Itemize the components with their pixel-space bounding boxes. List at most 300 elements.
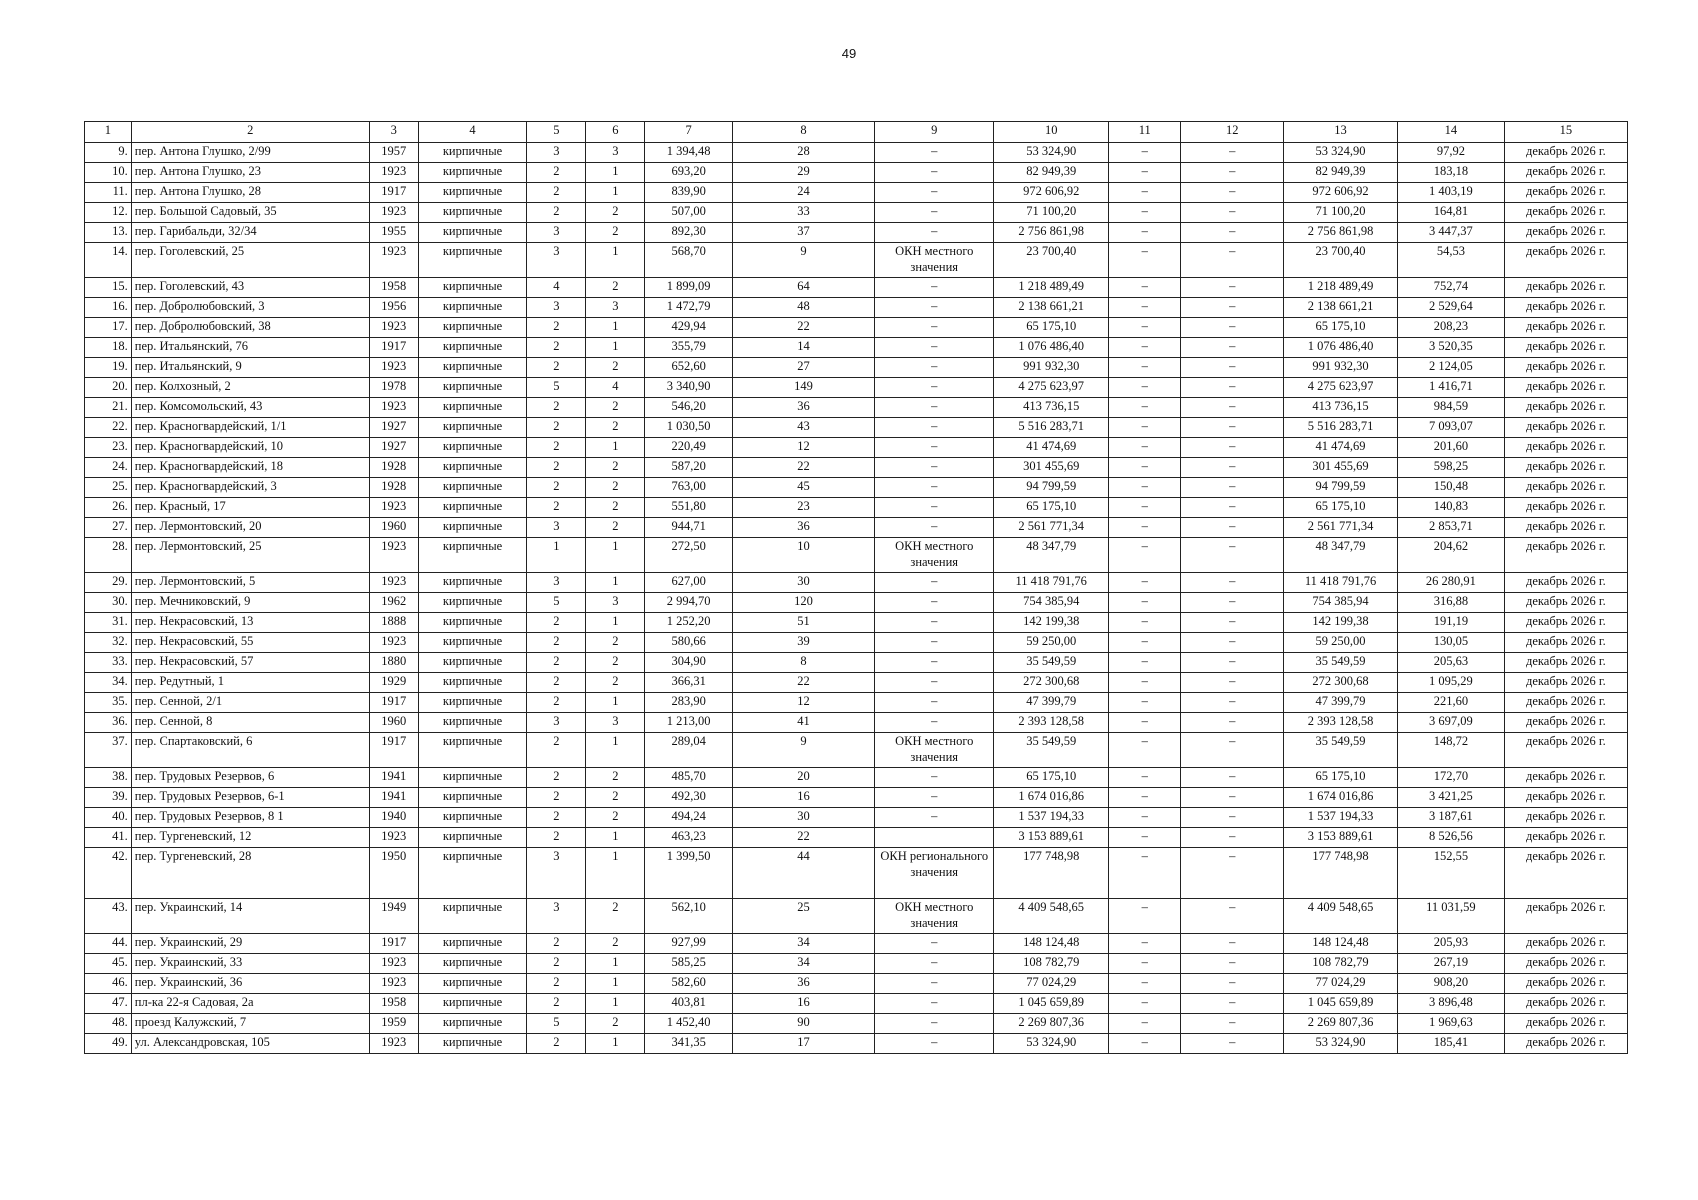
floors-cell: 2 xyxy=(527,733,586,768)
row-number-cell: 12. xyxy=(85,203,132,223)
year-built-cell: 1917 xyxy=(369,733,418,768)
floors-cell: 5 xyxy=(527,593,586,613)
address-cell: пер. Лермонтовский, 20 xyxy=(131,518,369,538)
floors-cell: 2 xyxy=(527,1034,586,1054)
heritage-status-cell: – xyxy=(875,613,994,633)
address-cell: пл-ка 22-я Садовая, 2а xyxy=(131,994,369,1014)
residents-cell: 27 xyxy=(732,358,874,378)
heritage-status-cell: – xyxy=(875,653,994,673)
entrances-cell: 2 xyxy=(586,358,645,378)
cost-col-13-cell: 1 045 659,89 xyxy=(1284,994,1398,1014)
deadline-cell: декабрь 2026 г. xyxy=(1504,613,1627,633)
address-cell: пер. Антона Глушко, 28 xyxy=(131,183,369,203)
deadline-cell: декабрь 2026 г. xyxy=(1504,1014,1627,1034)
entrances-cell: 1 xyxy=(586,974,645,994)
area-cell: 892,30 xyxy=(645,223,732,243)
total-cost-cell: 3 153 889,61 xyxy=(994,828,1109,848)
total-cost-cell: 972 606,92 xyxy=(994,183,1109,203)
entrances-cell: 1 xyxy=(586,538,645,573)
total-cost-cell: 4 275 623,97 xyxy=(994,378,1109,398)
residents-cell: 24 xyxy=(732,183,874,203)
year-built-cell: 1959 xyxy=(369,1014,418,1034)
cost-per-sqm-cell: 3 421,25 xyxy=(1398,788,1505,808)
area-cell: 582,60 xyxy=(645,974,732,994)
area-cell: 1 472,79 xyxy=(645,298,732,318)
residents-cell: 29 xyxy=(732,163,874,183)
entrances-cell: 2 xyxy=(586,278,645,298)
entrances-cell: 1 xyxy=(586,954,645,974)
row-number-cell: 24. xyxy=(85,458,132,478)
year-built-cell: 1950 xyxy=(369,848,418,899)
wall-material-cell: кирпичные xyxy=(418,163,527,183)
address-cell: пер. Лермонтовский, 25 xyxy=(131,538,369,573)
address-cell: пер. Большой Садовый, 35 xyxy=(131,203,369,223)
row-number-cell: 45. xyxy=(85,954,132,974)
entrances-cell: 2 xyxy=(586,203,645,223)
cost-col-12-cell: – xyxy=(1181,828,1284,848)
column-header-12: 12 xyxy=(1181,122,1284,143)
row-number-cell: 39. xyxy=(85,788,132,808)
wall-material-cell: кирпичные xyxy=(418,1034,527,1054)
cost-col-11-cell: – xyxy=(1109,828,1181,848)
deadline-cell: декабрь 2026 г. xyxy=(1504,358,1627,378)
cost-col-11-cell: – xyxy=(1109,203,1181,223)
entrances-cell: 2 xyxy=(586,788,645,808)
cost-col-12-cell: – xyxy=(1181,573,1284,593)
cost-col-12-cell: – xyxy=(1181,298,1284,318)
table-row xyxy=(85,498,1628,518)
cost-col-12-cell: – xyxy=(1181,458,1284,478)
year-built-cell: 1962 xyxy=(369,593,418,613)
total-cost-cell: 47 399,79 xyxy=(994,693,1109,713)
entrances-cell: 2 xyxy=(586,458,645,478)
year-built-cell: 1923 xyxy=(369,1034,418,1054)
residents-cell: 14 xyxy=(732,338,874,358)
total-cost-cell: 754 385,94 xyxy=(994,593,1109,613)
area-cell: 507,00 xyxy=(645,203,732,223)
cost-col-11-cell: – xyxy=(1109,498,1181,518)
floors-cell: 2 xyxy=(527,653,586,673)
total-cost-cell: 65 175,10 xyxy=(994,768,1109,788)
table-row xyxy=(85,653,1628,673)
wall-material-cell: кирпичные xyxy=(418,398,527,418)
address-cell: ул. Александровская, 105 xyxy=(131,1034,369,1054)
deadline-cell: декабрь 2026 г. xyxy=(1504,518,1627,538)
table-row xyxy=(85,899,1628,934)
address-cell: пер. Некрасовский, 57 xyxy=(131,653,369,673)
entrances-cell: 2 xyxy=(586,653,645,673)
cost-per-sqm-cell: 183,18 xyxy=(1398,163,1505,183)
address-cell: пер. Украинский, 29 xyxy=(131,934,369,954)
cost-per-sqm-cell: 1 416,71 xyxy=(1398,378,1505,398)
year-built-cell: 1923 xyxy=(369,163,418,183)
cost-col-13-cell: 53 324,90 xyxy=(1284,143,1398,163)
address-cell: пер. Комсомольский, 43 xyxy=(131,398,369,418)
cost-col-13-cell: 59 250,00 xyxy=(1284,633,1398,653)
column-header-4: 4 xyxy=(418,122,527,143)
table-row xyxy=(85,398,1628,418)
cost-col-12-cell: – xyxy=(1181,418,1284,438)
cost-col-12-cell: – xyxy=(1181,768,1284,788)
floors-cell: 2 xyxy=(527,808,586,828)
cost-col-12-cell: – xyxy=(1181,788,1284,808)
cost-col-12-cell: – xyxy=(1181,1034,1284,1054)
entrances-cell: 2 xyxy=(586,1014,645,1034)
cost-col-11-cell: – xyxy=(1109,848,1181,899)
area-cell: 3 340,90 xyxy=(645,378,732,398)
wall-material-cell: кирпичные xyxy=(418,298,527,318)
row-number-cell: 40. xyxy=(85,808,132,828)
residents-cell: 36 xyxy=(732,398,874,418)
cost-col-13-cell: 1 076 486,40 xyxy=(1284,338,1398,358)
residents-cell: 22 xyxy=(732,673,874,693)
cost-col-11-cell: – xyxy=(1109,1034,1181,1054)
cost-col-11-cell: – xyxy=(1109,338,1181,358)
heritage-status-cell: – xyxy=(875,974,994,994)
area-cell: 1 213,00 xyxy=(645,713,732,733)
year-built-cell: 1928 xyxy=(369,478,418,498)
row-number-cell: 32. xyxy=(85,633,132,653)
area-cell: 551,80 xyxy=(645,498,732,518)
table-row xyxy=(85,143,1628,163)
table-row xyxy=(85,318,1628,338)
row-number-cell: 14. xyxy=(85,243,132,278)
cost-per-sqm-cell: 185,41 xyxy=(1398,1034,1505,1054)
deadline-cell: декабрь 2026 г. xyxy=(1504,653,1627,673)
cost-col-13-cell: 272 300,68 xyxy=(1284,673,1398,693)
cost-col-12-cell: – xyxy=(1181,899,1284,934)
address-cell: пер. Красногвардейский, 10 xyxy=(131,438,369,458)
cost-col-11-cell: – xyxy=(1109,713,1181,733)
floors-cell: 2 xyxy=(527,613,586,633)
table-row xyxy=(85,1034,1628,1054)
residents-cell: 37 xyxy=(732,223,874,243)
entrances-cell: 1 xyxy=(586,693,645,713)
cost-col-13-cell: 11 418 791,76 xyxy=(1284,573,1398,593)
deadline-cell: декабрь 2026 г. xyxy=(1504,278,1627,298)
year-built-cell: 1923 xyxy=(369,573,418,593)
address-cell: пер. Редутный, 1 xyxy=(131,673,369,693)
row-number-cell: 10. xyxy=(85,163,132,183)
address-cell: пер. Красногвардейский, 1/1 xyxy=(131,418,369,438)
total-cost-cell: 71 100,20 xyxy=(994,203,1109,223)
cost-col-11-cell: – xyxy=(1109,398,1181,418)
residents-cell: 120 xyxy=(732,593,874,613)
wall-material-cell: кирпичные xyxy=(418,974,527,994)
cost-col-11-cell: – xyxy=(1109,538,1181,573)
wall-material-cell: кирпичные xyxy=(418,633,527,653)
year-built-cell: 1958 xyxy=(369,994,418,1014)
wall-material-cell: кирпичные xyxy=(418,693,527,713)
heritage-status-cell: – xyxy=(875,378,994,398)
cost-col-13-cell: 65 175,10 xyxy=(1284,768,1398,788)
cost-col-13-cell: 972 606,92 xyxy=(1284,183,1398,203)
total-cost-cell: 77 024,29 xyxy=(994,974,1109,994)
residents-cell: 9 xyxy=(732,733,874,768)
wall-material-cell: кирпичные xyxy=(418,243,527,278)
entrances-cell: 4 xyxy=(586,378,645,398)
cost-col-13-cell: 108 782,79 xyxy=(1284,954,1398,974)
cost-per-sqm-cell: 267,19 xyxy=(1398,954,1505,974)
area-cell: 366,31 xyxy=(645,673,732,693)
cost-col-13-cell: 35 549,59 xyxy=(1284,733,1398,768)
row-number-cell: 13. xyxy=(85,223,132,243)
cost-col-11-cell: – xyxy=(1109,183,1181,203)
row-number-cell: 9. xyxy=(85,143,132,163)
cost-per-sqm-cell: 201,60 xyxy=(1398,438,1505,458)
year-built-cell: 1917 xyxy=(369,693,418,713)
entrances-cell: 1 xyxy=(586,1034,645,1054)
heritage-status-cell: – xyxy=(875,183,994,203)
wall-material-cell: кирпичные xyxy=(418,338,527,358)
residents-cell: 12 xyxy=(732,438,874,458)
deadline-cell: декабрь 2026 г. xyxy=(1504,994,1627,1014)
entrances-cell: 1 xyxy=(586,183,645,203)
cost-col-13-cell: 148 124,48 xyxy=(1284,934,1398,954)
page-number: 49 xyxy=(841,46,857,61)
cost-per-sqm-cell: 3 447,37 xyxy=(1398,223,1505,243)
area-cell: 763,00 xyxy=(645,478,732,498)
heritage-status-cell: – xyxy=(875,278,994,298)
year-built-cell: 1960 xyxy=(369,518,418,538)
table-row xyxy=(85,848,1628,899)
cost-per-sqm-cell: 8 526,56 xyxy=(1398,828,1505,848)
heritage-status-cell: – xyxy=(875,163,994,183)
residents-cell: 44 xyxy=(732,848,874,899)
year-built-cell: 1960 xyxy=(369,713,418,733)
cost-per-sqm-cell: 54,53 xyxy=(1398,243,1505,278)
total-cost-cell: 1 218 489,49 xyxy=(994,278,1109,298)
cost-col-13-cell: 48 347,79 xyxy=(1284,538,1398,573)
deadline-cell: декабрь 2026 г. xyxy=(1504,733,1627,768)
entrances-cell: 2 xyxy=(586,899,645,934)
total-cost-cell: 148 124,48 xyxy=(994,934,1109,954)
floors-cell: 3 xyxy=(527,298,586,318)
total-cost-cell: 94 799,59 xyxy=(994,478,1109,498)
cost-per-sqm-cell: 130,05 xyxy=(1398,633,1505,653)
area-cell: 485,70 xyxy=(645,768,732,788)
residents-cell: 33 xyxy=(732,203,874,223)
total-cost-cell: 4 409 548,65 xyxy=(994,899,1109,934)
floors-cell: 2 xyxy=(527,673,586,693)
cost-per-sqm-cell: 205,63 xyxy=(1398,653,1505,673)
area-cell: 2 994,70 xyxy=(645,593,732,613)
cost-per-sqm-cell: 984,59 xyxy=(1398,398,1505,418)
heritage-status-cell: ОКН местного значения xyxy=(875,243,994,278)
row-number-cell: 19. xyxy=(85,358,132,378)
row-number-cell: 36. xyxy=(85,713,132,733)
address-cell: пер. Добролюбовский, 3 xyxy=(131,298,369,318)
cost-col-11-cell: – xyxy=(1109,573,1181,593)
table-row xyxy=(85,203,1628,223)
total-cost-cell: 142 199,38 xyxy=(994,613,1109,633)
entrances-cell: 1 xyxy=(586,163,645,183)
cost-col-12-cell: – xyxy=(1181,203,1284,223)
year-built-cell: 1957 xyxy=(369,143,418,163)
deadline-cell: декабрь 2026 г. xyxy=(1504,378,1627,398)
wall-material-cell: кирпичные xyxy=(418,848,527,899)
year-built-cell: 1956 xyxy=(369,298,418,318)
area-cell: 546,20 xyxy=(645,398,732,418)
cost-col-13-cell: 2 138 661,21 xyxy=(1284,298,1398,318)
deadline-cell: декабрь 2026 г. xyxy=(1504,223,1627,243)
year-built-cell: 1923 xyxy=(369,358,418,378)
table-row xyxy=(85,828,1628,848)
entrances-cell: 1 xyxy=(586,573,645,593)
cost-col-12-cell: – xyxy=(1181,478,1284,498)
table-row xyxy=(85,338,1628,358)
cost-col-12-cell: – xyxy=(1181,338,1284,358)
cost-col-13-cell: 41 474,69 xyxy=(1284,438,1398,458)
year-built-cell: 1928 xyxy=(369,458,418,478)
entrances-cell: 1 xyxy=(586,994,645,1014)
entrances-cell: 1 xyxy=(586,828,645,848)
heritage-status-cell: – xyxy=(875,713,994,733)
floors-cell: 5 xyxy=(527,1014,586,1034)
address-cell: пер. Лермонтовский, 5 xyxy=(131,573,369,593)
cost-per-sqm-cell: 3 520,35 xyxy=(1398,338,1505,358)
year-built-cell: 1941 xyxy=(369,768,418,788)
floors-cell: 2 xyxy=(527,994,586,1014)
cost-col-12-cell: – xyxy=(1181,538,1284,573)
entrances-cell: 2 xyxy=(586,398,645,418)
residents-cell: 12 xyxy=(732,693,874,713)
address-cell: пер. Спартаковский, 6 xyxy=(131,733,369,768)
table-row xyxy=(85,974,1628,994)
year-built-cell: 1917 xyxy=(369,934,418,954)
deadline-cell: декабрь 2026 г. xyxy=(1504,298,1627,318)
row-number-cell: 46. xyxy=(85,974,132,994)
heritage-status-cell: – xyxy=(875,1034,994,1054)
table-row xyxy=(85,1014,1628,1034)
residents-cell: 39 xyxy=(732,633,874,653)
entrances-cell: 1 xyxy=(586,613,645,633)
cost-per-sqm-cell: 152,55 xyxy=(1398,848,1505,899)
table-row xyxy=(85,693,1628,713)
row-number-cell: 44. xyxy=(85,934,132,954)
residents-cell: 23 xyxy=(732,498,874,518)
deadline-cell: декабрь 2026 г. xyxy=(1504,398,1627,418)
row-number-cell: 11. xyxy=(85,183,132,203)
cost-per-sqm-cell: 1 095,29 xyxy=(1398,673,1505,693)
address-cell: пер. Сенной, 2/1 xyxy=(131,693,369,713)
cost-col-11-cell: – xyxy=(1109,768,1181,788)
cost-col-11-cell: – xyxy=(1109,974,1181,994)
area-cell: 283,90 xyxy=(645,693,732,713)
cost-col-12-cell: – xyxy=(1181,593,1284,613)
total-cost-cell: 2 138 661,21 xyxy=(994,298,1109,318)
column-header-10: 10 xyxy=(994,122,1109,143)
total-cost-cell: 65 175,10 xyxy=(994,498,1109,518)
table-row xyxy=(85,378,1628,398)
cost-col-11-cell: – xyxy=(1109,593,1181,613)
cost-col-13-cell: 2 269 807,36 xyxy=(1284,1014,1398,1034)
address-cell: пер. Украинский, 14 xyxy=(131,899,369,934)
residents-cell: 22 xyxy=(732,318,874,338)
cost-col-11-cell: – xyxy=(1109,278,1181,298)
total-cost-cell: 48 347,79 xyxy=(994,538,1109,573)
residents-cell: 41 xyxy=(732,713,874,733)
deadline-cell: декабрь 2026 г. xyxy=(1504,438,1627,458)
entrances-cell: 3 xyxy=(586,143,645,163)
floors-cell: 2 xyxy=(527,788,586,808)
cost-col-13-cell: 35 549,59 xyxy=(1284,653,1398,673)
table-row xyxy=(85,593,1628,613)
cost-col-13-cell: 177 748,98 xyxy=(1284,848,1398,899)
table-row xyxy=(85,934,1628,954)
entrances-cell: 1 xyxy=(586,318,645,338)
year-built-cell: 1955 xyxy=(369,223,418,243)
area-cell: 1 452,40 xyxy=(645,1014,732,1034)
area-cell: 580,66 xyxy=(645,633,732,653)
deadline-cell: декабрь 2026 г. xyxy=(1504,338,1627,358)
wall-material-cell: кирпичные xyxy=(418,954,527,974)
table-row xyxy=(85,518,1628,538)
floors-cell: 3 xyxy=(527,573,586,593)
wall-material-cell: кирпичные xyxy=(418,899,527,934)
entrances-cell: 1 xyxy=(586,733,645,768)
row-number-cell: 29. xyxy=(85,573,132,593)
area-cell: 341,35 xyxy=(645,1034,732,1054)
row-number-cell: 31. xyxy=(85,613,132,633)
cost-per-sqm-cell: 2 853,71 xyxy=(1398,518,1505,538)
residents-cell: 8 xyxy=(732,653,874,673)
column-header-5: 5 xyxy=(527,122,586,143)
floors-cell: 2 xyxy=(527,934,586,954)
total-cost-cell: 11 418 791,76 xyxy=(994,573,1109,593)
wall-material-cell: кирпичные xyxy=(418,994,527,1014)
entrances-cell: 2 xyxy=(586,633,645,653)
residents-cell: 36 xyxy=(732,518,874,538)
row-number-cell: 35. xyxy=(85,693,132,713)
deadline-cell: декабрь 2026 г. xyxy=(1504,203,1627,223)
column-header-3: 3 xyxy=(369,122,418,143)
residents-cell: 43 xyxy=(732,418,874,438)
cost-col-11-cell: – xyxy=(1109,1014,1181,1034)
total-cost-cell: 1 076 486,40 xyxy=(994,338,1109,358)
cost-per-sqm-cell: 3 697,09 xyxy=(1398,713,1505,733)
cost-col-13-cell: 413 736,15 xyxy=(1284,398,1398,418)
row-number-cell: 30. xyxy=(85,593,132,613)
row-number-cell: 27. xyxy=(85,518,132,538)
wall-material-cell: кирпичные xyxy=(418,183,527,203)
heritage-status-cell: – xyxy=(875,418,994,438)
column-header-7: 7 xyxy=(645,122,732,143)
cost-per-sqm-cell: 205,93 xyxy=(1398,934,1505,954)
year-built-cell: 1929 xyxy=(369,673,418,693)
cost-col-12-cell: – xyxy=(1181,358,1284,378)
cost-col-13-cell: 4 409 548,65 xyxy=(1284,899,1398,934)
floors-cell: 4 xyxy=(527,278,586,298)
cost-col-12-cell: – xyxy=(1181,278,1284,298)
cost-per-sqm-cell: 208,23 xyxy=(1398,318,1505,338)
cost-col-12-cell: – xyxy=(1181,498,1284,518)
heritage-status-cell: – xyxy=(875,673,994,693)
total-cost-cell: 35 549,59 xyxy=(994,733,1109,768)
wall-material-cell: кирпичные xyxy=(418,733,527,768)
residents-cell: 22 xyxy=(732,828,874,848)
area-cell: 693,20 xyxy=(645,163,732,183)
cost-per-sqm-cell: 97,92 xyxy=(1398,143,1505,163)
heritage-status-cell: – xyxy=(875,934,994,954)
row-number-cell: 18. xyxy=(85,338,132,358)
wall-material-cell: кирпичные xyxy=(418,673,527,693)
floors-cell: 2 xyxy=(527,358,586,378)
year-built-cell: 1917 xyxy=(369,183,418,203)
total-cost-cell: 413 736,15 xyxy=(994,398,1109,418)
floors-cell: 2 xyxy=(527,203,586,223)
cost-per-sqm-cell: 150,48 xyxy=(1398,478,1505,498)
